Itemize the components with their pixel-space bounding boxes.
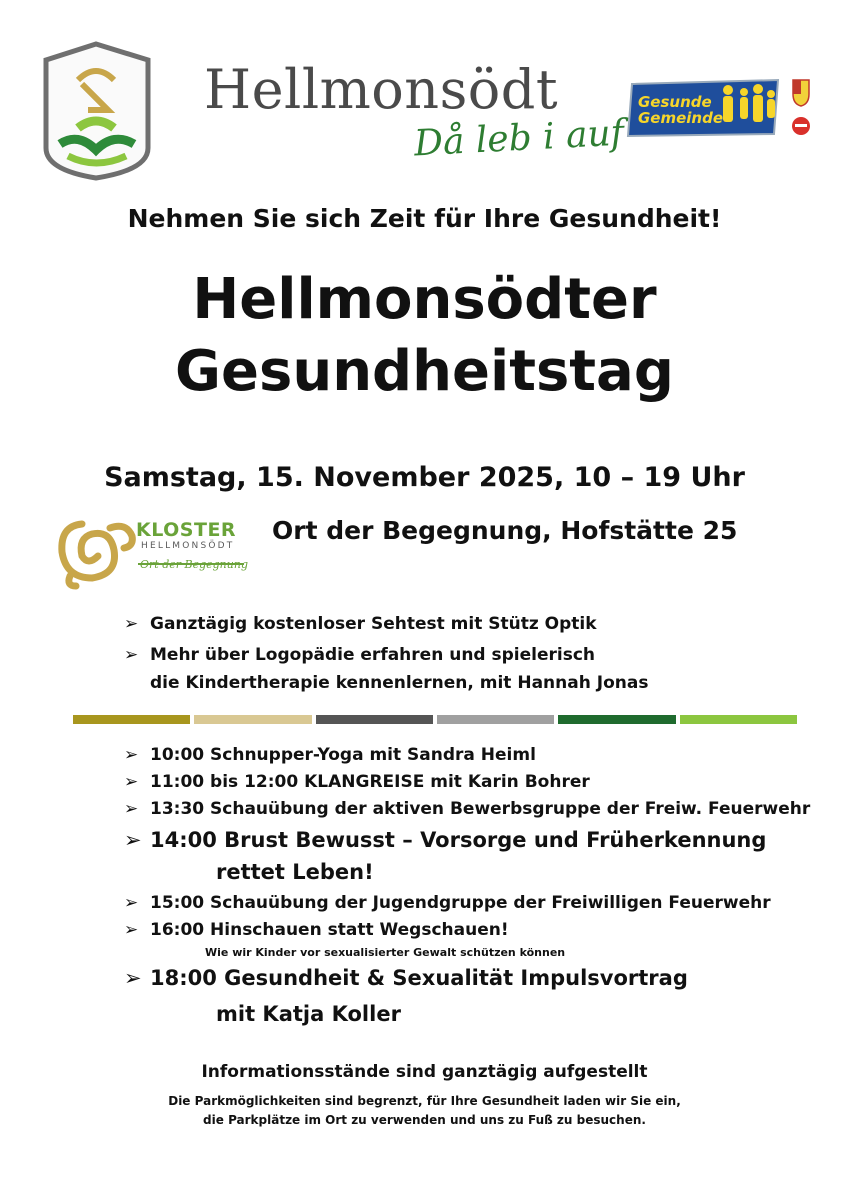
event-title (0, 264, 849, 408)
arrow-bullet-icon: ➢ (124, 645, 139, 665)
brand-slogan: Då leb i auf (413, 112, 625, 165)
venue-address: Ort der Begegnung, Hofstätte 25 (272, 516, 738, 545)
divider-segment (316, 715, 433, 724)
gesunde-gemeinde-text (638, 94, 723, 126)
upper-austria-emblem (790, 76, 812, 138)
list-item: ➢ Ganztägig kostenloser Sehtest mit Stütz Optik (124, 614, 597, 634)
schedule-item-continuation: mit Katja Koller (216, 1002, 401, 1026)
gg-line-1: Gesunde (638, 93, 712, 111)
parking-note-line-1: Die Parkmöglichkeiten sind begrenzt, für Ihre Gesundheit laden wir Sie ein, (168, 1094, 681, 1108)
schedule-item-continuation: rettet Leben! (216, 860, 374, 884)
event-title-line-2: Gesundheitstag (175, 339, 674, 404)
gg-line-2: Gemeinde (638, 109, 724, 127)
list-item-continuation: die Kindertherapie kennenlernen, mit Hannah Jonas (150, 673, 649, 693)
schedule-item: ➢ 10:00 Schnupper-Yoga mit Sandra Heiml (124, 745, 536, 765)
arrow-bullet-icon: ➢ (124, 745, 139, 765)
list-item: ➢ Mehr über Logopädie erfahren und spielerisch (124, 645, 596, 665)
arrow-bullet-icon: ➢ (124, 893, 139, 913)
kloster-logo-subtitle: HELLMONSÖDT (141, 541, 235, 551)
tagline: Nehmen Sie sich Zeit für Ihre Gesundheit! (127, 204, 722, 233)
schedule-item: ➢ 11:00 bis 12:00 KLANGREISE mit Karin Bohrer (124, 772, 590, 792)
arrow-bullet-icon: ➢ (124, 920, 139, 940)
event-title-line-1: Hellmonsödter (192, 267, 657, 332)
arrow-bullet-icon: ➢ (124, 966, 142, 990)
kloster-logo-tagline: Ort der Begegnung (140, 558, 248, 571)
schedule-item: ➢ 16:00 Hinschauen statt Wegschauen! (124, 920, 509, 940)
divider-segment (194, 715, 311, 724)
divider-segment (558, 715, 675, 724)
schedule-item: ➢ 18:00 Gesundheit & Sexualität Impulsvortrag (124, 966, 688, 990)
parking-note-line-2: die Parkplätze im Ort zu verwenden und uns zu Fuß zu besuchen. (203, 1113, 646, 1127)
arrow-bullet-icon: ➢ (124, 614, 139, 634)
divider-segment (73, 715, 190, 724)
event-date: Samstag, 15. November 2025, 10 – 19 Uhr (104, 462, 745, 493)
arrow-bullet-icon: ➢ (124, 772, 139, 792)
schedule-item: ➢ 13:30 Schauübung der aktiven Bewerbsgruppe der Freiw. Feuerwehr (124, 799, 811, 819)
schedule-item: ➢ 15:00 Schauübung der Jugendgruppe der Freiwilligen Feuerwehr (124, 893, 771, 913)
brand-title: Hellmonsödt (204, 58, 559, 121)
info-stands-note: Informationsstände sind ganztägig aufgestellt (201, 1062, 648, 1082)
divider-segment (680, 715, 797, 724)
municipal-crest-logo (38, 40, 156, 182)
schedule-item: ➢ 14:00 Brust Bewusst – Vorsorge und Früherkennung (124, 828, 767, 852)
arrow-bullet-icon: ➢ (124, 799, 139, 819)
arrow-bullet-icon: ➢ (124, 828, 142, 852)
kloster-logo-name: KLOSTER (136, 519, 237, 541)
color-divider (73, 715, 797, 724)
divider-segment (437, 715, 554, 724)
schedule-item-note: Wie wir Kinder vor sexualisierter Gewalt schützen können (205, 946, 566, 959)
